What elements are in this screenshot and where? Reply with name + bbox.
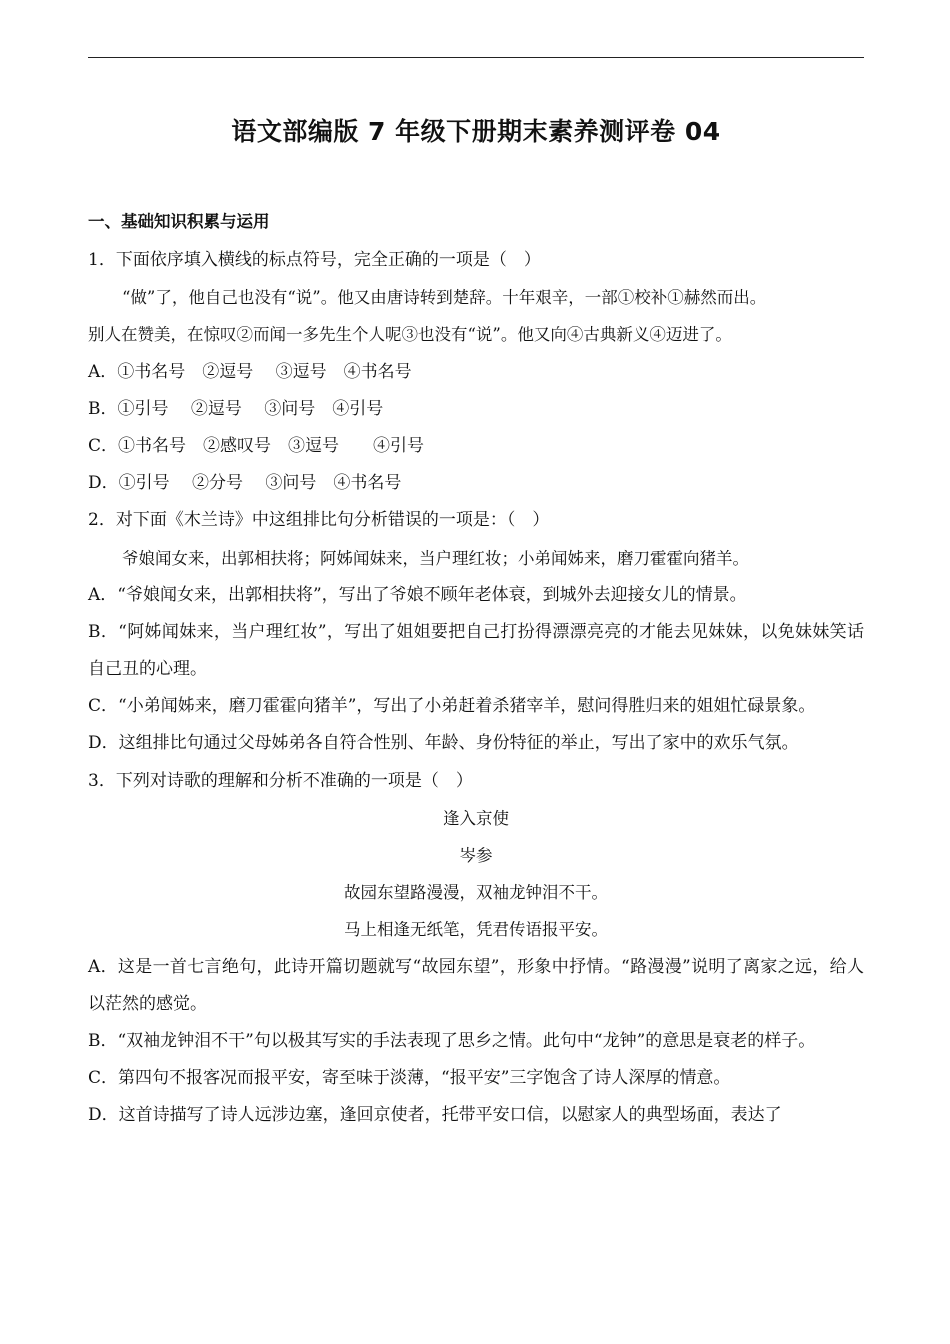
q1-passage-line-2: 别人在赞美，在惊叹②而闻一多先生个人呢③也没有“说”。他又向④古典新义④迈进了。 bbox=[88, 325, 732, 345]
document-body bbox=[88, 242, 864, 1135]
q2-option-d: D．这组排比句通过父母姊弟各自符合性别、年龄、身份特征的举止，写出了家中的欢乐气氛。 bbox=[88, 733, 799, 754]
section-heading: 一、基础知识积累与运用 bbox=[88, 212, 270, 231]
header-rule bbox=[88, 57, 864, 58]
q1-option-b: B．①引号 ②逗号 ③问号 ④引号 bbox=[88, 398, 384, 419]
q3-option-d: D．这首诗描写了诗人远涉边塞，逢回京使者，托带平安口信，以慰家人的典型场面，表达了 bbox=[88, 1105, 782, 1126]
q1-stem: 1．下面依序填入横线的标点符号，完全正确的一项是（ ） bbox=[88, 250, 541, 270]
q2-passage: 爷娘闻女来，出郭相扶将；阿姊闻妹来，当户理红妆；小弟闻姊来，磨刀霍霍向猪羊。 bbox=[122, 548, 749, 568]
q3-stem: 3．下列对诗歌的理解和分析不准确的一项是（ ） bbox=[88, 770, 473, 791]
q2-option-b: B．“阿姊闻妹来，当户理红妆”，写出了姐姐要把自己打扮得漂漂亮亮的才能去见妹妹，以免妹妹笑话自己丑的心理。 bbox=[88, 621, 864, 680]
q1-option-c: C．①书名号 ②感叹号 ③逗号 ④引号 bbox=[88, 435, 425, 456]
q3-poem-author: 岑参 bbox=[459, 846, 493, 866]
q1-option-d: D．①引号 ②分号 ③问号 ④书名号 bbox=[88, 473, 402, 494]
q3-poem-title: 逢入京使 bbox=[443, 808, 509, 828]
q2-option-a: A．“爷娘闻女来，出郭相扶将”，写出了爷娘不顾年老体衰，到城外去迎接女儿的情景。 bbox=[88, 584, 747, 605]
q1-option-a: A．①书名号 ②逗号 ③逗号 ④书名号 bbox=[88, 361, 412, 382]
q2-stem: 2．对下面《木兰诗》中这组排比句分析错误的一项是：（ ） bbox=[88, 510, 550, 531]
q3-poem-line-2: 马上相逢无纸笔，凭君传语报平安。 bbox=[344, 920, 608, 940]
q3-option-a: A．这是一首七言绝句，此诗开篇切题就写“故园东望”，形象中抒情。“路漫漫”说明了离家之远，给人以茫然的感觉。 bbox=[88, 956, 864, 1014]
q3-option-c: C．第四句不报客况而报平安，寄至味于淡薄，“报平安”三字饱含了诗人深厚的情意。 bbox=[88, 1068, 731, 1089]
q3-poem-line-1: 故园东望路漫漫，双袖龙钟泪不干。 bbox=[344, 883, 608, 903]
q3-option-b: B．“双袖龙钟泪不干”句以极其写实的手法表现了思乡之情。此句中“龙钟”的意思是衰老的样子。 bbox=[88, 1031, 816, 1052]
page-title: 语文部编版 7 年级下册期末素养测评卷 04 bbox=[231, 117, 721, 146]
q2-option-c: C．“小弟闻姊来，磨刀霍霍向猪羊”，写出了小弟赶着杀猪宰羊，慰问得胜归来的姐姐忙碌景象。 bbox=[88, 696, 816, 717]
q1-passage-line-1: “做”了，他自己也没有“说”。他又由唐诗转到楚辞。十年艰辛，一部①校补①赫然而出。 bbox=[122, 288, 767, 308]
